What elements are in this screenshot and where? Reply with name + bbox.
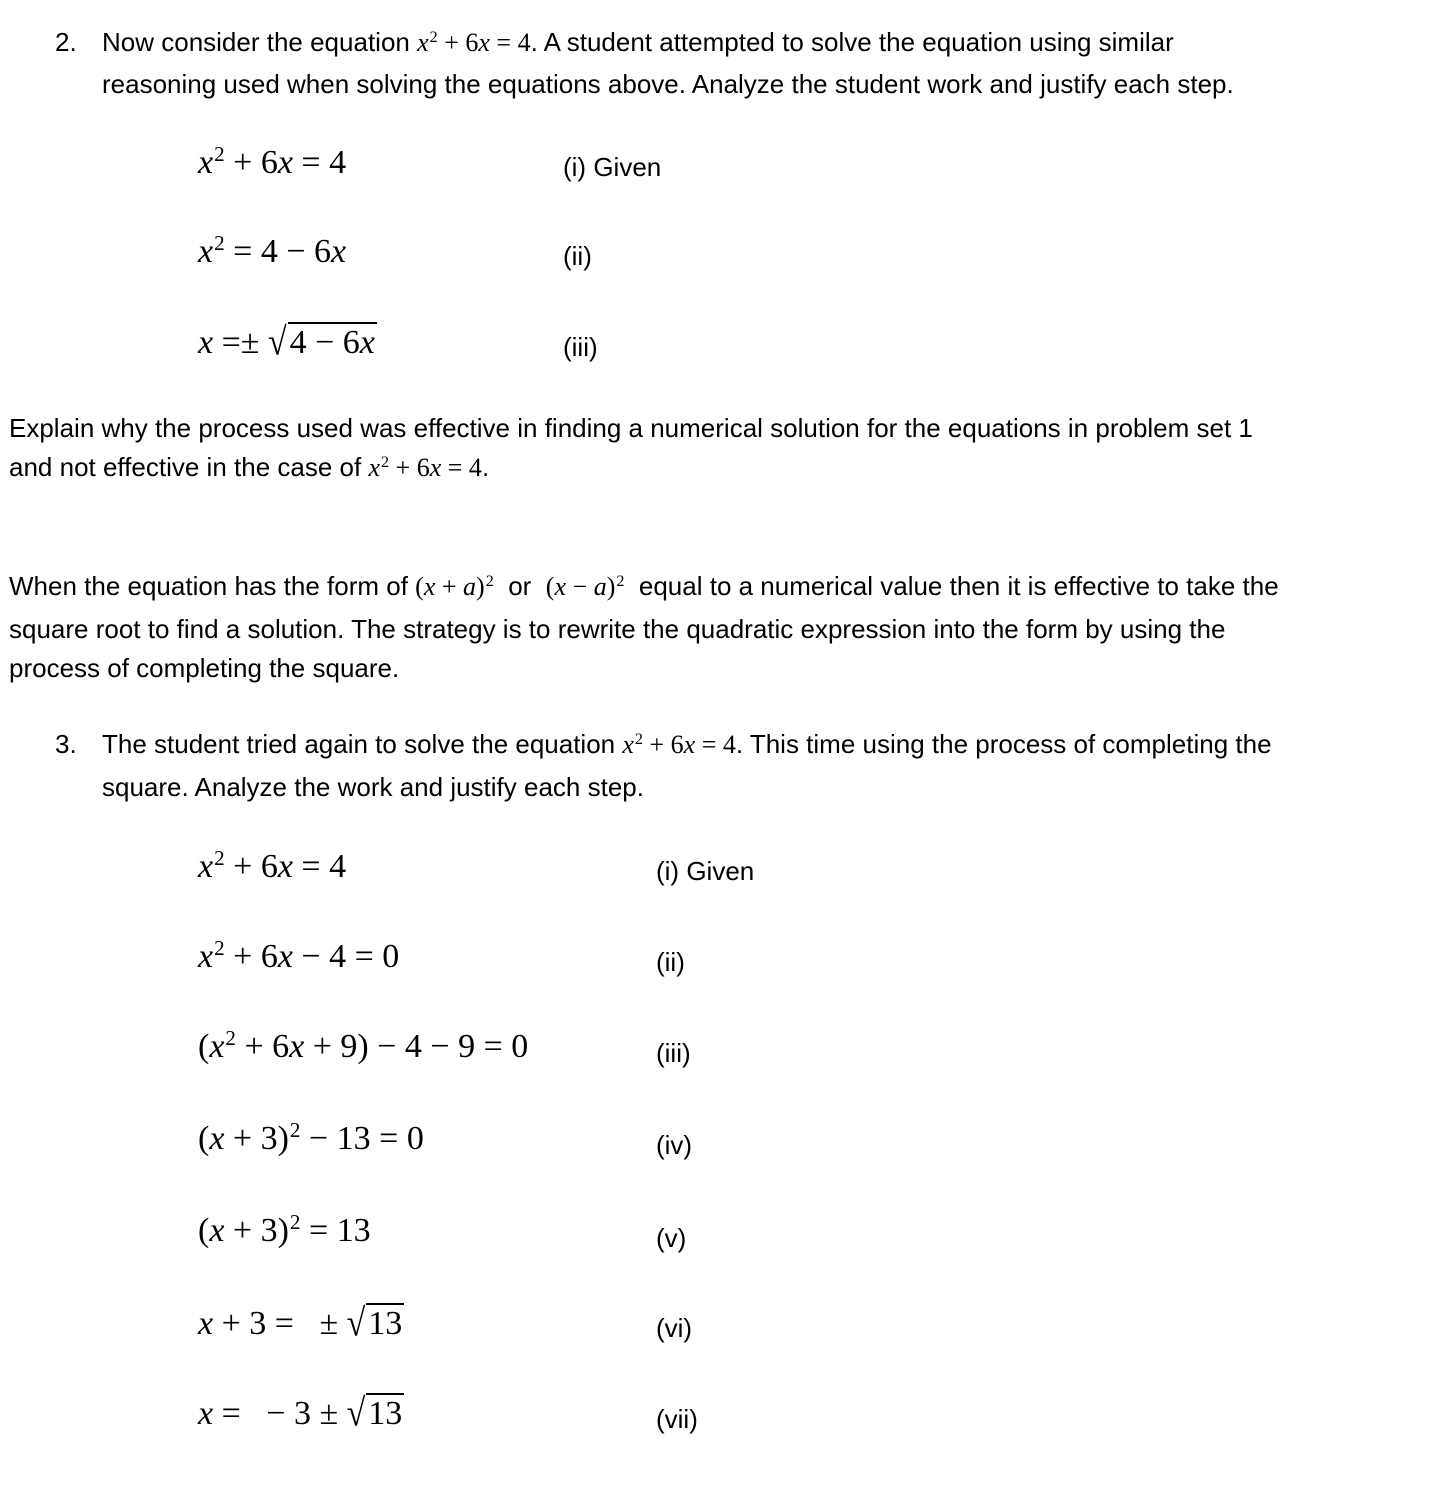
- problem-3-text-b: . This time using the process of completing the: [735, 729, 1272, 759]
- form-x-minus-a-squared: $(x - a)^2$: [545, 572, 625, 601]
- explain-inline-equation: $x^2 + 6x = 4$: [368, 453, 482, 482]
- p3-step-5-equation: $(x + 3)^2 = 13$: [198, 1210, 371, 1249]
- explain-line-1: Explain why the process used was effective in finding a numerical solution for the equations in problem set 1: [9, 413, 1253, 443]
- p3-step-2-label: (ii): [656, 947, 685, 977]
- problem-3-inline-equation: $x^2 + 6x = 4$: [622, 730, 736, 759]
- problem-2-line-2: reasoning used when solving the equations above. Analyze the student work and justify each step.: [102, 69, 1234, 99]
- square-root: √13: [346, 1302, 403, 1345]
- p2-step-3-equation: x =± √4 − 6x: [198, 321, 375, 364]
- p3-step-5-label: (v): [656, 1223, 687, 1253]
- problem-2-number: 2.: [55, 27, 77, 57]
- strategy-or: or: [508, 571, 532, 601]
- p3-step-4-label: (iv): [656, 1130, 693, 1160]
- explain-text-a: and not effective in the case of: [9, 452, 369, 482]
- p3-step-6-equation: x + 3 = ± √13: [198, 1302, 403, 1345]
- p3-step-7-equation: x = − 3 ± √13: [198, 1392, 403, 1435]
- p3-step-7-label: (vii): [656, 1404, 698, 1434]
- p2-step-1-equation: $x^2 + 6x = 4$: [198, 142, 347, 181]
- p2-step-2-label: (ii): [563, 241, 592, 271]
- p3-step-3-equation: $(x^2 + 6x + 9) - 4 - 9 = 0$: [198, 1026, 529, 1065]
- p3-step-2-equation: $x^2 + 6x - 4 = 0$: [198, 936, 400, 975]
- problem-2-line-1: [102, 29, 1174, 56]
- square-root: √13: [346, 1392, 403, 1435]
- problem-3-line-1: [102, 731, 1272, 758]
- problem-2-inline-equation: $x^2 + 6x = 4$: [417, 28, 531, 57]
- p3-step-1-equation: $x^2 + 6x = 4$: [198, 846, 347, 885]
- strategy-line-1: [9, 573, 1279, 600]
- square-root: √4 − 6x: [267, 321, 375, 364]
- p3-step-3-label: (iii): [656, 1038, 691, 1068]
- explain-line-2: [9, 454, 489, 481]
- p2-step-3-label: (iii): [563, 332, 598, 362]
- problem-3-line-2: square. Analyze the work and justify each step.: [102, 772, 644, 802]
- form-x-plus-a-squared: $(x + a)^2$: [415, 572, 494, 601]
- explain-text-b: .: [481, 452, 490, 482]
- strategy-text-a: When the equation has the form of: [9, 571, 416, 601]
- problem-2-text-b: . A student attempted to solve the equation using similar: [530, 27, 1174, 57]
- problem-3-text-a: The student tried again to solve the equation: [102, 729, 623, 759]
- strategy-line-2: square root to find a solution. The strategy is to rewrite the quadratic expression into the form by using the: [9, 614, 1226, 644]
- p2-step-1-label: (i) Given: [563, 152, 662, 182]
- p2-step-2-equation: $x^2 = 4 - 6x$: [198, 231, 347, 270]
- p3-step-6-label: (vi): [656, 1313, 693, 1343]
- p3-step-1-label: (i) Given: [656, 856, 755, 886]
- problem-3-number: 3.: [55, 729, 77, 759]
- strategy-line-3: process of completing the square.: [9, 653, 400, 683]
- problem-2-text-a: Now consider the equation: [102, 27, 418, 57]
- strategy-text-b: equal to a numerical value then it is effective to take the: [638, 571, 1279, 601]
- p3-step-4-equation: $(x + 3)^2 - 13 = 0$: [198, 1118, 424, 1157]
